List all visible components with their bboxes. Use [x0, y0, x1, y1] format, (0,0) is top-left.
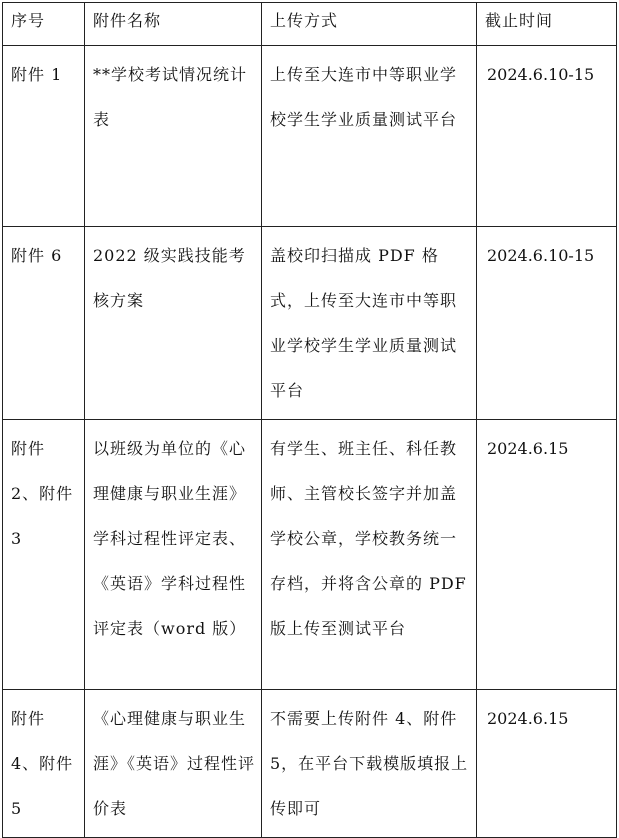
header-upload-method: 上传方式 — [262, 3, 477, 46]
cell-deadline: 2024.6.15 — [477, 690, 617, 838]
cell-attachment-name: 以班级为单位的《心理健康与职业生涯》学科过程性评定表、《英语》学科过程性评定表（word 版） — [85, 420, 262, 690]
cell-seq: 附件 2、附件 3 — [3, 420, 85, 690]
cell-attachment-name: 《心理健康与职业生涯》《英语》过程性评价表 — [85, 690, 262, 838]
cell-attachment-name: **学校考试情况统计表 — [85, 46, 262, 227]
cell-attachment-name: 2022 级实践技能考核方案 — [85, 227, 262, 420]
cell-deadline: 2024.6.10-15 — [477, 46, 617, 227]
header-attachment-name: 附件名称 — [85, 3, 262, 46]
cell-upload-method: 盖校印扫描成 PDF 格式，上传至大连市中等职业学校学生学业质量测试平台 — [262, 227, 477, 420]
table-row — [3, 420, 617, 690]
cell-seq: 附件 6 — [3, 227, 85, 420]
attachments-table — [2, 2, 617, 838]
cell-deadline: 2024.6.15 — [477, 420, 617, 690]
cell-upload-method: 不需要上传附件 4、附件 5，在平台下载模版填报上传即可 — [262, 690, 477, 838]
cell-upload-method: 上传至大连市中等职业学校学生学业质量测试平台 — [262, 46, 477, 227]
cell-seq: 附件 1 — [3, 46, 85, 227]
table-row — [3, 227, 617, 420]
header-seq: 序号 — [3, 3, 85, 46]
cell-deadline: 2024.6.10-15 — [477, 227, 617, 420]
table-header-row — [3, 3, 617, 46]
header-deadline: 截止时间 — [477, 3, 617, 46]
table-row — [3, 690, 617, 838]
cell-upload-method: 有学生、班主任、科任教师、主管校长签字并加盖学校公章，学校教务统一存档，并将含公章的 PDF 版上传至测试平台 — [262, 420, 477, 690]
cell-seq: 附件 4、附件 5 — [3, 690, 85, 838]
table-row — [3, 46, 617, 227]
